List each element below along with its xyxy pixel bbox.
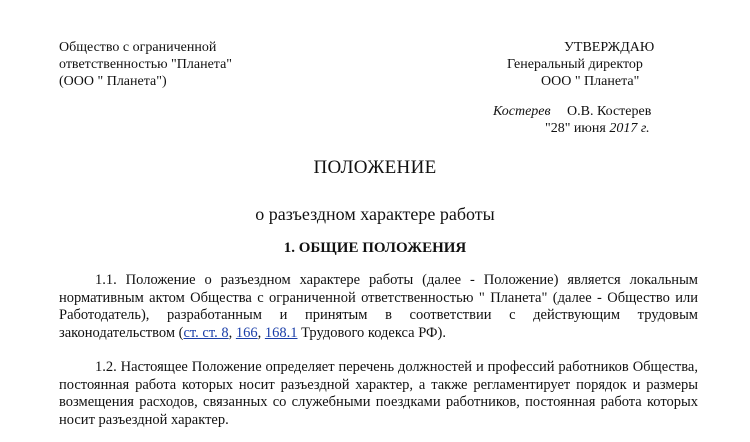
director-position: Генеральный директор	[507, 57, 643, 72]
paragraph-1-2: 1.2. Настоящее Положение определяет перечень должностей и профессий работников Общества, постоянная работа которых носит разъездной характер, а также регламентирует порядок и размеры возмещения расходов, связанных со служебными поездками работников, постоянная работа которых носит разъездной характер.	[59, 359, 698, 428]
approval-date-day: "28" июня	[545, 121, 610, 136]
company-name-line2: ответственностью "Планета"	[59, 57, 232, 72]
director-name: О.В. Костерев	[567, 104, 652, 119]
law-link-articles-8[interactable]: ст. ст. 8	[183, 324, 229, 341]
document-subtitle: о разъездном характере работы	[255, 204, 495, 224]
approval-date-year: 2017 г.	[609, 121, 650, 136]
paragraph-1-1-tail: Трудового кодекса РФ).	[297, 324, 446, 341]
paragraph-1-1	[59, 272, 698, 342]
company-short-name: (ООО " Планета")	[59, 74, 167, 89]
law-link-article-168-1[interactable]: 168.1	[264, 324, 298, 341]
approval-date	[545, 121, 650, 137]
section-heading: 1. ОБЩИЕ ПОЛОЖЕНИЯ	[283, 240, 467, 256]
director-signature: Костерев	[493, 104, 551, 119]
approver-company: ООО " Планета"	[541, 74, 640, 89]
link-separator: ,	[257, 324, 265, 341]
paragraph-1-1-text: 1.1. Положение о разъездном характере работы (далее - Положение) является локальным нормативным актом Общества с ограниченной ответственностью " Планета" (далее - Общество или Работодатель), разработанным и принятым в соответствии с действующим трудовым законодательством (	[59, 272, 698, 341]
company-name-line1: Общество с ограниченной	[59, 40, 217, 55]
document-title: ПОЛОЖЕНИЕ	[313, 157, 437, 178]
approve-label: УТВЕРЖДАЮ	[564, 40, 655, 55]
link-separator: ,	[228, 324, 236, 341]
law-link-article-166[interactable]: 166	[235, 324, 258, 341]
